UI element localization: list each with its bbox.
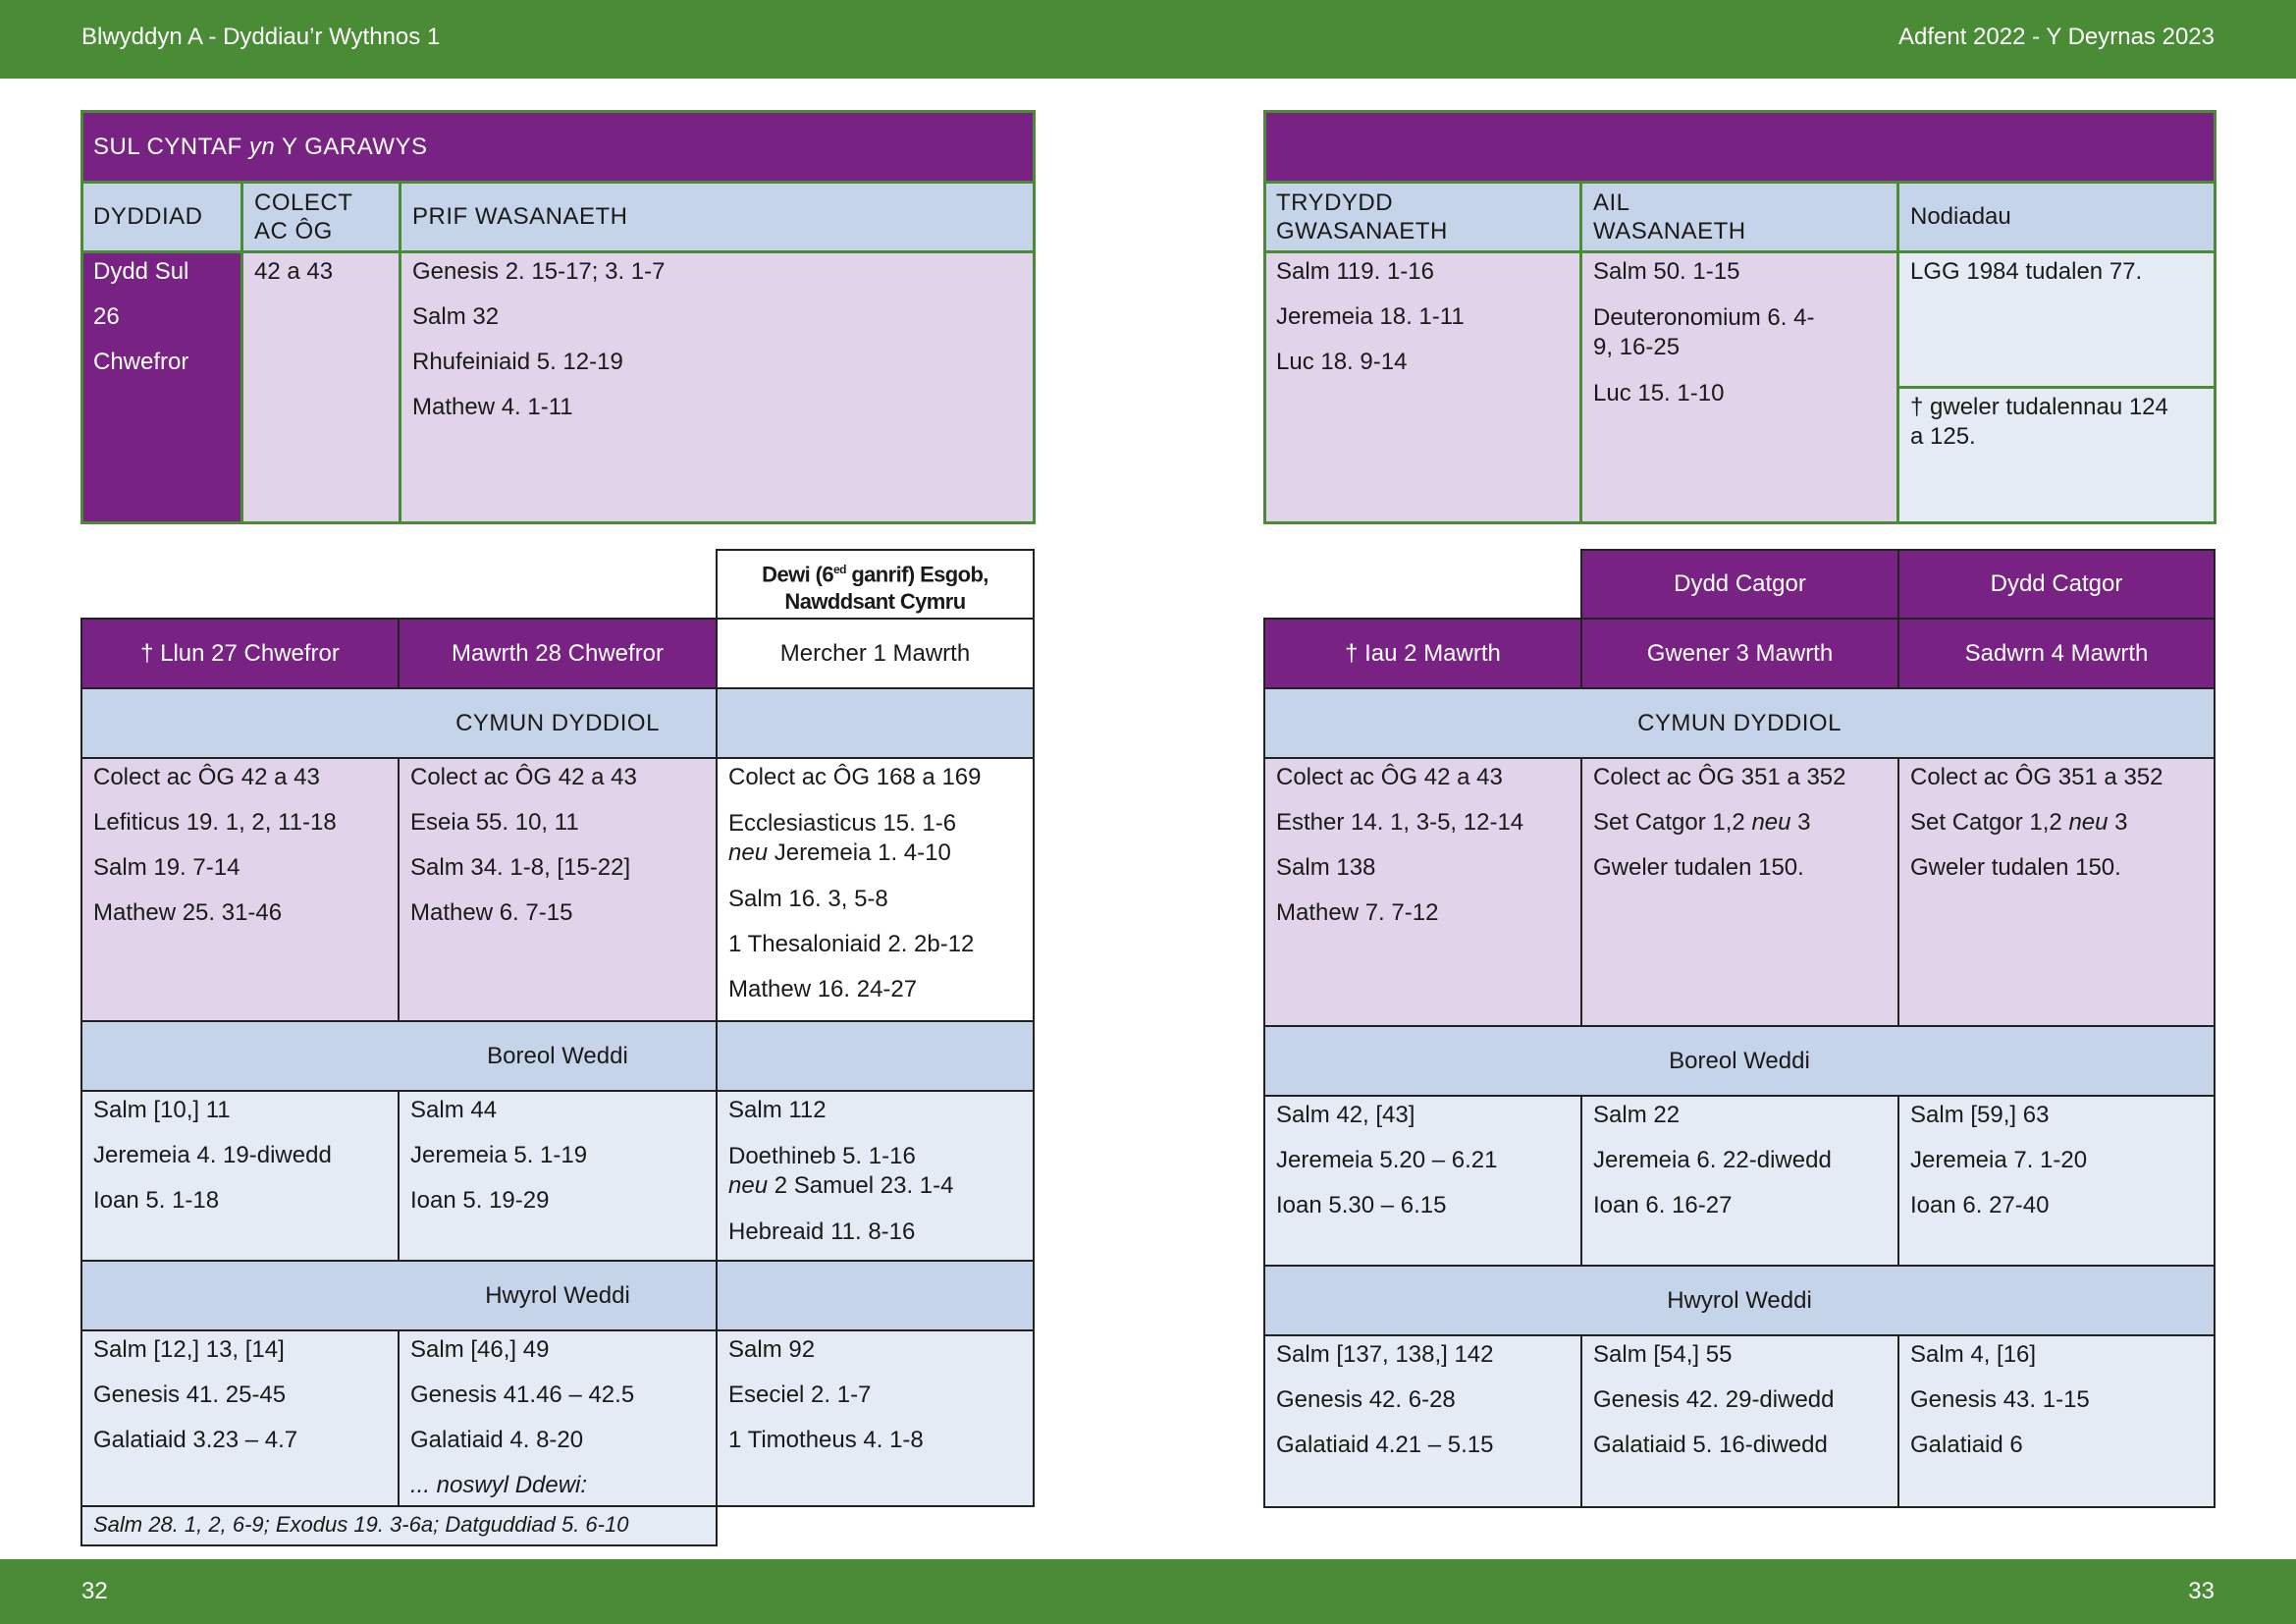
note-lgg: LGG 1984 tudalen 77.: [1898, 252, 2215, 387]
evening-monday: Salm [12,] 13, [14] Genesis 41. 25-45 Galatiaid 3.23 – 4.7: [81, 1330, 399, 1506]
reading: Mathew 4. 1-11: [412, 394, 573, 420]
header-season-title: Adfent 2022 - Y Deyrnas 2023: [1897, 24, 2215, 50]
section-daily-communion: CYMUN DYDDIOL: [81, 688, 1034, 758]
evening-friday: Salm [54,] 55 Genesis 42. 29-diwedd Galatiaid 5. 16-diwedd: [1581, 1335, 1898, 1506]
reading: Salm 32: [412, 303, 500, 330]
communion-tuesday: Colect ac ÔG 42 a 43 Eseia 55. 10, 11 Salm 34. 1-8, [15-22] Mathew 6. 7-15: [399, 758, 717, 1021]
reading: Salm 50. 1-15: [1593, 258, 1740, 285]
page-number-left: 32: [81, 1578, 108, 1604]
sunday-date-cell: Dydd Sul 26 Chwefror: [81, 252, 242, 522]
communion-friday: Colect ac ÔG 351 a 352 Set Catgor 1,2 neu 3 Gweler tudalen 150.: [1581, 758, 1898, 1026]
evening-tuesday: Salm [46,] 49 Genesis 41.46 – 42.5 Galatiaid 4. 8-20 ... noswyl Ddewi:: [399, 1330, 717, 1506]
morning-monday: Salm [10,] 11 Jeremeia 4. 19-diwedd Ioan 5. 1-18: [81, 1091, 399, 1261]
reading: Jeremeia 18. 1-11: [1276, 303, 1465, 330]
sunday-title: SUL CYNTAF yn Y GARAWYS: [93, 134, 428, 160]
col-header-collect: COLECT AC ÔG: [242, 182, 400, 252]
reading: Salm 119. 1-16: [1276, 258, 1434, 285]
evening-saturday: Salm 4, [16] Genesis 43. 1-15 Galatiaid 6: [1898, 1335, 2215, 1506]
eve-readings-footnote: Salm 28. 1, 2, 6-9; Exodus 19. 3-6a; Datguddiad 5. 6-10: [81, 1506, 717, 1545]
evening-wednesday: Salm 92 Eseciel 2. 1-7 1 Timotheus 4. 1-8: [717, 1330, 1034, 1506]
page-number-right: 33: [2188, 1578, 2215, 1604]
communion-saturday: Colect ac ÔG 351 a 352 Set Catgor 1,2 neu 3 Gweler tudalen 150.: [1898, 758, 2215, 1026]
feast-st-david: Dewi ($6^{ed}$ ganrif) Esgob, Nawddsant Cymru: [717, 550, 1034, 619]
sunday-collect-cell: 42 a 43: [242, 252, 400, 522]
morning-thursday: Salm 42, [43] Jeremeia 5.20 – 6.21 Ioan 5.30 – 6.15: [1264, 1096, 1581, 1266]
communion-wednesday: Colect ac ÔG 168 a 169 Ecclesiasticus 15. 1-6 neu Jeremeia 1. 4-10 Salm 16. 3, 5-8 1 Thesaloniaid 2. 2b-12 Mathew 16. 24-27: [717, 758, 1034, 1021]
morning-saturday: Salm [59,] 63 Jeremeia 7. 1-20 Ioan 6. 27-40: [1898, 1096, 2215, 1266]
section-evening-prayer: Hwyrol Weddi: [1264, 1266, 2215, 1335]
section-morning-prayer: Boreol Weddi: [1264, 1026, 2215, 1096]
day-header-wednesday: Mercher 1 Mawrth: [717, 619, 1034, 688]
morning-wednesday: Salm 112 Doethineb 5. 1-16 neu 2 Samuel 23. 1-4 Hebreaid 11. 8-16: [717, 1091, 1034, 1261]
eve-of-st-david-note: ... noswyl Ddewi:: [410, 1472, 588, 1498]
day-header-saturday: Sadwrn 4 Mawrth: [1898, 619, 2215, 688]
morning-friday: Salm 22 Jeremeia 6. 22-diwedd Ioan 6. 16-27: [1581, 1096, 1898, 1266]
ember-day-friday: Dydd Catgor: [1581, 550, 1898, 619]
running-header: [0, 0, 2296, 79]
day-header-friday: Gwener 3 Mawrth: [1581, 619, 1898, 688]
evening-thursday: Salm [137, 138,] 142 Genesis 42. 6-28 Galatiaid 4.21 – 5.15: [1264, 1335, 1581, 1506]
reading: Genesis 2. 15-17; 3. 1-7: [412, 258, 666, 285]
reading: Luc 15. 1-10: [1593, 380, 1725, 406]
col-header-main-service: PRIF WASANAETH: [400, 182, 1034, 252]
col-header-notes: Nodiadau: [1898, 182, 2215, 252]
day-header-thursday: † Iau 2 Mawrth: [1264, 619, 1581, 688]
col-header-second-service: AIL WASANAETH: [1581, 182, 1898, 252]
day-header-tuesday: Mawrth 28 Chwefror: [399, 619, 717, 688]
note-see-pages: † gweler tudalennau 124 a 125.: [1898, 387, 2215, 522]
section-evening-prayer: Hwyrol Weddi: [81, 1261, 1034, 1330]
reading: Rhufeiniaid 5. 12-19: [412, 349, 623, 375]
col-header-date: DYDDIAD: [81, 182, 242, 252]
header-year-title: Blwyddyn A - Dyddiau’r Wythnos 1: [81, 24, 441, 50]
page-footer: [0, 1559, 2296, 1624]
communion-monday: Colect ac ÔG 42 a 43 Lefiticus 19. 1, 2, 11-18 Salm 19. 7-14 Mathew 25. 31-46: [81, 758, 399, 1021]
reading: Deuteronomium 6. 4-9, 16-25: [1593, 304, 1815, 360]
section-morning-prayer: Boreol Weddi: [81, 1021, 1034, 1091]
ember-day-saturday: Dydd Catgor: [1898, 550, 2215, 619]
col-header-third-service: TRYDYDD GWASANAETH: [1264, 182, 1581, 252]
communion-thursday: Colect ac ÔG 42 a 43 Esther 14. 1, 3-5, 12-14 Salm 138 Mathew 7. 7-12: [1264, 758, 1581, 1026]
reading: Luc 18. 9-14: [1276, 349, 1408, 375]
section-daily-communion: CYMUN DYDDIOL: [1264, 688, 2215, 758]
day-header-monday: † Llun 27 Chwefror: [81, 619, 399, 688]
morning-tuesday: Salm 44 Jeremeia 5. 1-19 Ioan 5. 19-29: [399, 1091, 717, 1261]
